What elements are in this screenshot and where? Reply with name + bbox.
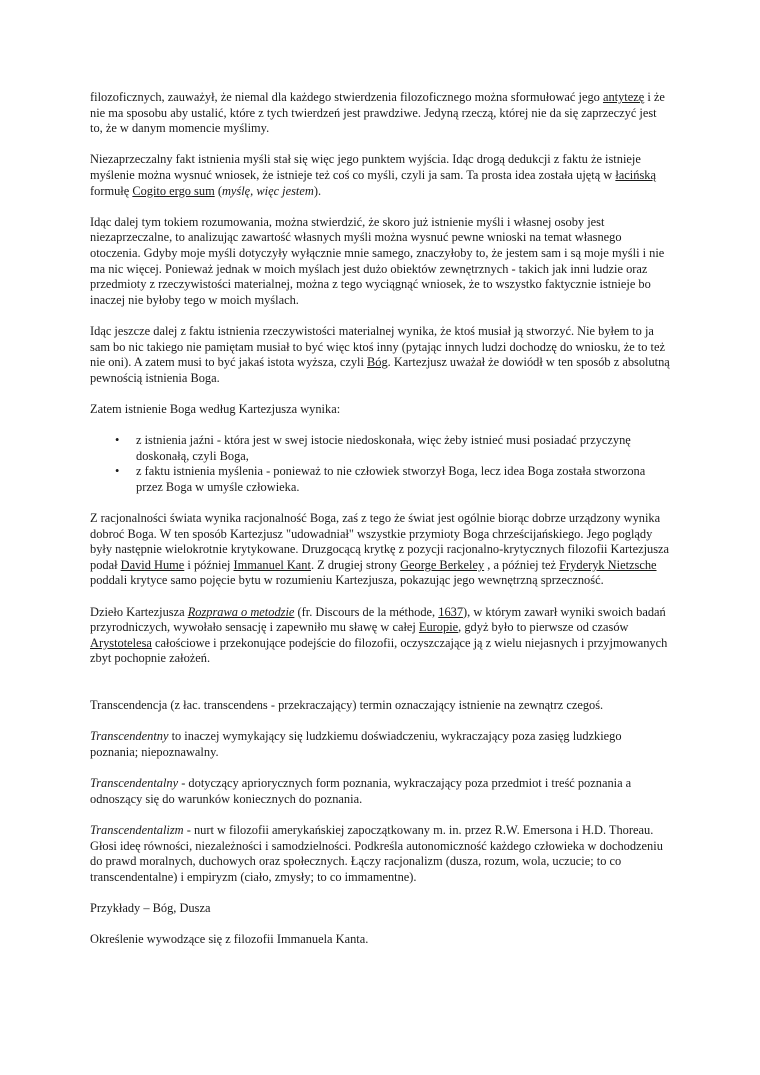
paragraph-transcendentny <box>90 729 672 760</box>
text-run: i później <box>184 557 234 572</box>
text-run: to inaczej wymykający się ludzkiemu doświadczeniu, wykraczający poza zasięg ludzkiego poznania; niepoznawalny. <box>90 729 622 759</box>
list-item <box>115 433 672 464</box>
text-run: ( <box>214 183 222 198</box>
paragraph-god <box>90 324 672 386</box>
list-item-text: z istnienia jaźni - która jest w swej istocie niedoskonała, więc żeby istnieć musi posiadać przyczynę doskonałą, czyli Boga, <box>136 433 631 463</box>
link-fryderyk-nietzsche[interactable]: Fryderyk Nietzsche <box>559 557 657 572</box>
text-run: filozoficznych, zauważył, że niemal dla każdego stwierdzenia filozoficznego można sformułować jego <box>90 90 603 104</box>
paragraph-transcendencja: Transcendencja (z łac. transcendens - przekraczający) termin oznaczający istnienie na zewnątrz czegoś. <box>90 698 604 713</box>
text-run: Idąc jeszcze dalej z faktu istnienia rzeczywistości materialnej wynika, że ktoś musiał ją stworzyć. Nie byłem to ja sam bo nic takiego nie pamiętam musiał to być więc ktoś inny (pytając innych ludzi dochodzę do wniosku, że to też nie oni). A zatem musi to być jakaś istota wyższa, czyli <box>90 323 665 370</box>
text-run: całościowe i przekonujące podejście do filozofii, oczyszczające ją z wielu niejasnych i przyjmowanych zbyt pochopnie założeń. <box>90 635 668 666</box>
link-rozprawa-o-metodzie[interactable]: Rozprawa o metodzie <box>187 604 295 619</box>
bullet-icon: • <box>115 464 120 479</box>
blank-line <box>90 683 672 699</box>
link-1637[interactable]: 1637 <box>438 604 464 619</box>
bullet-list <box>90 433 672 495</box>
paragraph-reasoning: Idąc dalej tym tokiem rozumowania, można stwierdzić, że skoro już istnienie myśli i własnej osoby jest niezaprzeczalne, to analizując zawartość własnych myśli można wysnuć pewne wnioski na temat własnego otoczenia. Gdyby moje myśli dotyczyły wyłącznie mnie samego, znaczyłoby to, że jestem sam i są moje myśli i nie ma nic więcej. Ponieważ jednak w moich myślach jest dużo obiektów zewnętrznych - takich jak inni ludzie oraz przedmioty z rzeczywistości materialnej, można z tego wyciągnąć wniosek, że to wszystko faktycznie istnieje bo inaczej nie byłoby tego w moich myślach. <box>90 214 665 307</box>
paragraph-critique <box>90 511 672 589</box>
text-run: , gdyż było to pierwsze od czasów <box>458 620 629 635</box>
link-arystotelesa[interactable]: Arystotelesa <box>90 635 152 650</box>
link-bog[interactable]: Bóg <box>367 355 388 370</box>
paragraph-cogito <box>90 152 672 199</box>
term: Transcendentny <box>90 729 169 744</box>
link-david-hume[interactable]: David Hume <box>120 557 185 572</box>
paragraph-examples: Przykłady – Bóg, Dusza <box>90 900 211 915</box>
italic-phrase: myślę, więc jestem <box>221 183 314 198</box>
bullet-icon: • <box>115 433 120 448</box>
paragraph-intro <box>90 90 672 137</box>
text-run: i że nie ma sposobu aby ustalić, które z tych twierdzeń jest prawdziwe. Jedyną rzeczą, której nie da się zaprzeczyć jest to, że w danym momencie myślimy. <box>90 90 665 136</box>
text-run: , a później też <box>484 557 560 572</box>
paragraph-transcendentalny <box>90 776 672 807</box>
link-immanuel-kant[interactable]: Immanuel Kant <box>233 557 311 572</box>
text-run: . Z drugiej strony <box>310 557 401 572</box>
text-run: - nurt w filozofii amerykańskiej zapoczątkowany m. in. przez R.W. Emersona i H.D. Thoreau. Głosi ideę równości, niezależności i samodzielności. Podkreśla autonomiczność każdego człowieka w dochodzeniu do prawd moralnych, duchowych oraz społecznych. Łączy racjonalizm (dusza, rozum, wola, uczucie; to co transcendentalne) i empiryzm (ciało, zmysły; to co immamentne). <box>90 822 663 884</box>
text-run: ), w którym zawarł wyniki swoich badań przyrodniczych, wywołało sensację i zapewniło mu sławę w całej <box>90 604 666 635</box>
link-antyteze[interactable]: antytezę <box>602 90 645 104</box>
document-page <box>90 90 672 963</box>
text-run: Z racjonalności świata wynika racjonalność Boga, zaś z tego że świat jest ogólnie biorąc dobrze urządzony wynika dobroć Boga. W ten sposób Kartezjusz "udowadniał" wszystkie przymioty Boga chrześcijańskiego. Jego poglądy były następnie wielokrotnie krytykowane. Druzgocącą krytkę z pozycji racjonalno-krytycznych filozofii Kartezjusza podał <box>90 511 670 572</box>
paragraph-rozprawa <box>90 605 672 667</box>
text-run: . Kartezjusz uważał że dowiódł w ten sposób z absolutną pewnością istnienia Boga. <box>90 355 670 385</box>
link-cogito-ergo-sum[interactable]: Cogito ergo sum <box>132 183 215 198</box>
link-lacinska[interactable]: łacińską <box>615 167 656 182</box>
paragraph-transcendentalizm <box>90 823 672 885</box>
paragraph-existence-of-god: Zatem istnienie Boga według Kartezjusza wynika: <box>90 401 341 416</box>
text-run: Dzieło Kartezjusza <box>90 604 188 619</box>
text-run: - dotyczący apriorycznych form poznania, wykraczający poza przedmiot i treść poznania a odnoszący się do warunków koniecznych do poznania. <box>90 776 632 806</box>
list-item <box>115 464 672 495</box>
term: Transcendentalny <box>90 776 179 791</box>
list-item-text: z faktu istnienia myślenia - ponieważ to nie człowiek stworzył Boga, lecz idea Boga została stworzona przez Boga w umyśle człowieka. <box>136 464 646 494</box>
text-run: Niezaprzeczalny fakt istnienia myśli stał się więc jego punktem wyjścia. Idąc drogą dedukcji z faktu że istnieje myślenie można wysnuć wniosek, że istnieje też coś co myśli, czyli ja sam. Ta prosta idea została ujętą w <box>90 152 641 182</box>
link-europie[interactable]: Europie <box>418 620 459 635</box>
text-run: poddali krytyce samo pojęcie bytu w rozumieniu Kartezjusza, pokazując jego wewnętrzną sprzeczność. <box>90 573 604 588</box>
text-run: ). <box>313 183 322 198</box>
paragraph-kant: Określenie wywodzące się z filozofii Immanuela Kanta. <box>90 932 369 947</box>
text-run: (fr. Discours de la méthode, <box>294 604 439 619</box>
term: Transcendentalizm <box>90 822 184 837</box>
link-george-berkeley[interactable]: George Berkeley <box>400 557 485 572</box>
text-run: formułę <box>90 183 133 198</box>
